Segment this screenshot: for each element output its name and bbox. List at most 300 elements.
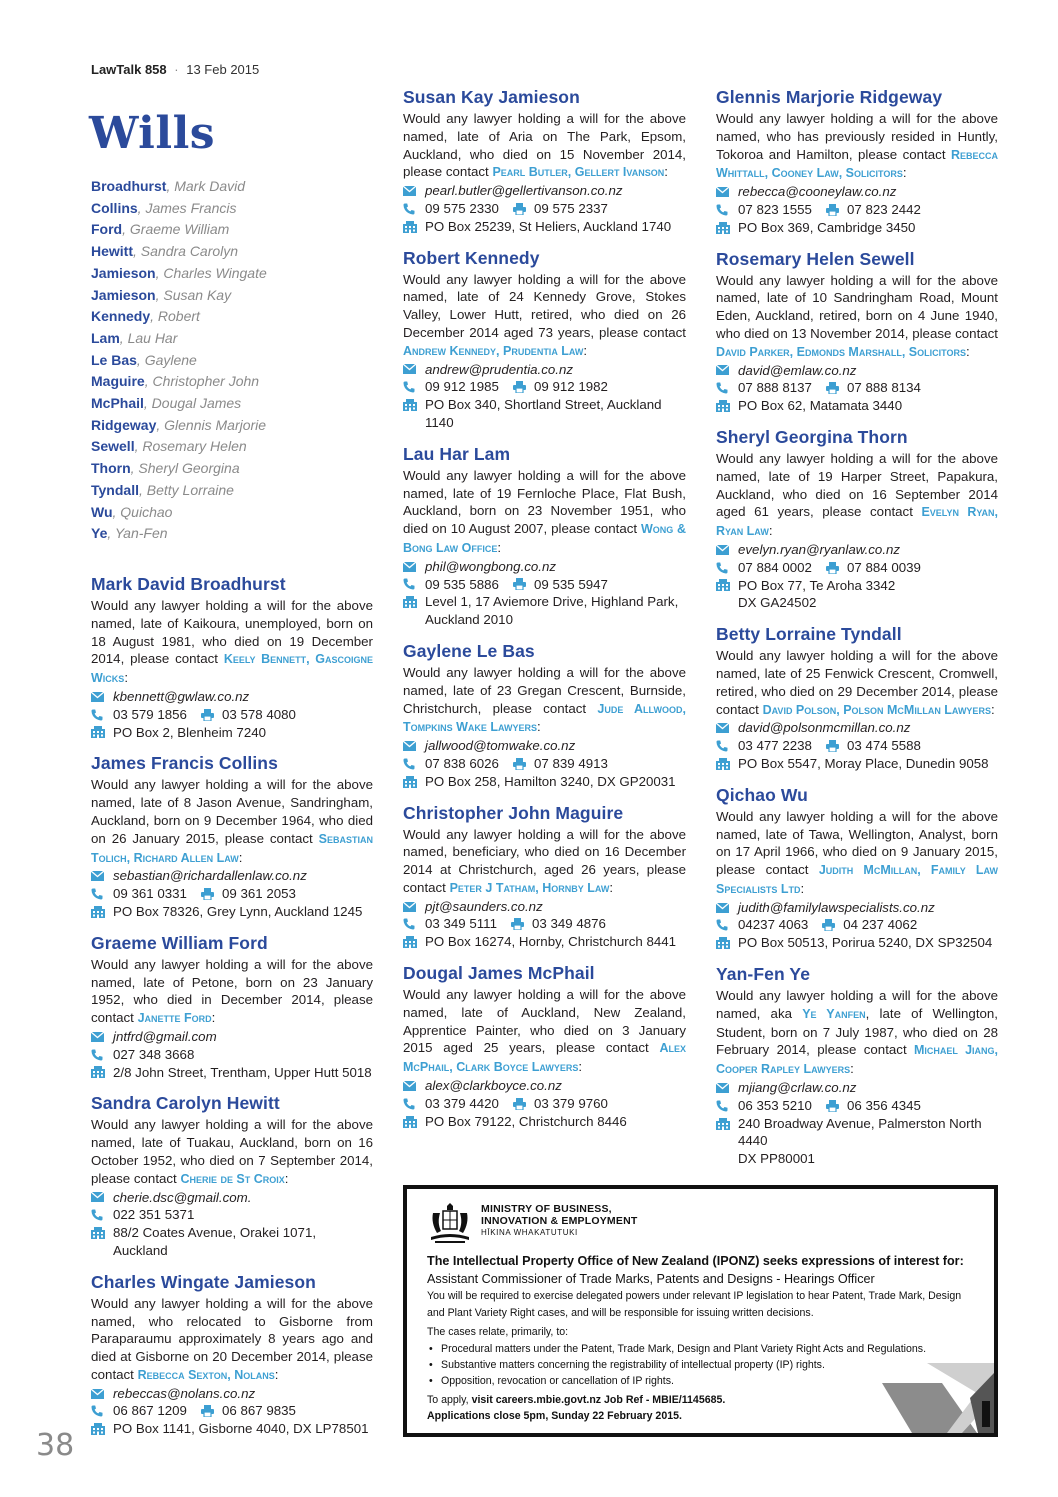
building-icon — [403, 218, 425, 236]
index-given-names: , Quichao — [112, 503, 173, 520]
address-line: 240 Broadway Avenue, Palmerston North 4440 — [738, 1115, 982, 1149]
notice-text: : — [990, 701, 995, 717]
notice-text: Would any lawyer holding a will for the above named, late of Tawa, Wellington, Analyst, born on 17 April 1966, who died on 9 January 2015, please contact — [716, 808, 998, 878]
will-notice — [403, 443, 686, 629]
email-icon — [716, 719, 738, 737]
email-row — [716, 183, 998, 201]
notice-text: Would any lawyer holding a will for the above named, late of Tuakau, Auckland, born on 16 October 1952, who died on 7 September 2014, please contact — [91, 1117, 373, 1186]
notice-name: Betty Lorraine Tyndall — [716, 624, 902, 645]
address-row — [403, 933, 686, 951]
address-row — [716, 1115, 998, 1168]
will-notice — [91, 932, 373, 1082]
index-given-names: , Susan Kay — [155, 286, 232, 303]
notice-name: Qichao Wu — [716, 784, 808, 805]
fax-number: 03 349 4876 — [531, 916, 606, 932]
corner-graphic — [882, 1363, 994, 1433]
address-lines — [425, 1113, 627, 1131]
building-icon — [716, 1115, 738, 1133]
phone-number: 07 884 0002 — [738, 559, 812, 575]
phone-number: 03 379 4420 — [425, 1095, 499, 1111]
address-lines — [113, 1064, 372, 1082]
notice-body — [91, 1116, 373, 1188]
email-row — [716, 719, 998, 737]
fax-group — [513, 755, 608, 773]
mbie-advertisement — [403, 1185, 998, 1437]
ministry-name — [481, 1203, 637, 1239]
index-surname: McPhail — [91, 395, 144, 412]
notice-text: , late of Wellington, Student, born on 7 July 1987, who died on 28 February 2014, please contact — [716, 1005, 998, 1058]
email-icon — [403, 1077, 425, 1095]
notice-text: : — [768, 523, 773, 539]
contact-name: David Parker, Edmonds Marshall, Solicitors — [716, 344, 966, 359]
index-entry[interactable] — [91, 415, 381, 437]
address-row — [91, 1420, 373, 1438]
fax-icon — [826, 562, 847, 574]
phone-icon — [91, 706, 113, 724]
phone-number: 07 838 6026 — [425, 755, 499, 771]
apply-link[interactable]: visit careers.mbie.govt.nz Job Ref - MBIE/1145685. — [471, 1393, 726, 1406]
notice-body — [91, 1295, 373, 1385]
fax-icon — [201, 709, 222, 721]
address-line: PO Box 78326, Grey Lynn, Auckland 1245 — [113, 903, 363, 919]
notice-text: : — [902, 165, 907, 181]
ad-role: Assistant Commissioner of Trade Marks, Patents and Designs - Hearings Officer — [427, 1272, 875, 1286]
notice-text: Would any lawyer holding a will for the above named, late of Petone, born on 23 January 1952, who died in December 2014, please contact — [91, 956, 373, 1026]
publication-name: LawTalk 858 — [91, 62, 167, 77]
fax-number: 09 912 1982 — [533, 379, 608, 395]
phone-row — [91, 1046, 373, 1064]
index-given-names: , Dougal James — [143, 395, 242, 412]
contact-name: Cherie de St Croix — [180, 1171, 285, 1186]
address-row — [91, 1224, 373, 1260]
notice-body — [403, 110, 686, 182]
column-3 — [716, 86, 998, 1179]
phone-icon — [91, 1046, 113, 1064]
fax-number: 03 379 9760 — [533, 1095, 608, 1111]
ad-intro: You will be required to exercise delegated powers under relevant IP legislation to hear Patent, Trade Mark, Design and Plant Variety Right cases, and will be responsible for issuing written decisions. — [427, 1290, 962, 1319]
phone-icon — [91, 1206, 113, 1224]
notice-name: Sandra Carolyn Hewitt — [91, 1093, 280, 1114]
notice-body — [91, 597, 373, 688]
email-link[interactable]: david@polsonmcmillan.co.nz — [738, 720, 911, 736]
email-row — [716, 1079, 998, 1097]
notice-text: Would any lawyer holding a will for the above named, late of 24 Kennedy Grove, Stokes Valley, Lower Hutt, retired, who died on 26 December 2014 aged 73 years, please contact — [403, 271, 686, 340]
email-row — [91, 867, 373, 885]
notice-body — [716, 110, 998, 183]
email-row — [403, 898, 686, 916]
email-icon — [403, 558, 425, 576]
index-entry[interactable] — [91, 306, 381, 328]
email-icon — [91, 688, 113, 706]
phone-number: 027 348 3668 — [113, 1046, 195, 1062]
phone-number: 04237 4063 — [738, 917, 809, 933]
index-surname: Jamieson — [91, 286, 156, 303]
fax-icon — [822, 919, 843, 931]
phone-icon — [91, 885, 113, 903]
index-surname: Ford — [91, 221, 123, 238]
notice-text: : — [284, 1170, 289, 1186]
fax-icon — [513, 1098, 534, 1110]
index-given-names: , Sheryl Georgina — [130, 460, 240, 477]
email-link[interactable]: kbennett@gwlaw.co.nz — [113, 688, 250, 704]
address-row — [716, 755, 998, 773]
phone-row — [716, 201, 998, 219]
contact-name: Evelyn Ryan, Ryan Law — [716, 505, 999, 539]
address-lines — [738, 755, 989, 773]
ministry-logo — [427, 1203, 974, 1243]
email-row — [403, 558, 686, 576]
email-link[interactable]: sebastian@richardallenlaw.co.nz — [113, 868, 307, 884]
email-icon — [91, 1385, 113, 1403]
ad-bullet: • Substantive matters concerning the registrability of intellectual property (IP) rights. — [427, 1357, 974, 1373]
index-entry[interactable] — [91, 502, 381, 524]
index-given-names: , Graeme William — [122, 221, 230, 238]
address-row — [403, 593, 686, 629]
will-notice — [91, 752, 373, 920]
email-row — [403, 361, 686, 379]
fax-group — [513, 378, 608, 396]
notice-text: : — [583, 342, 588, 358]
address-lines — [425, 593, 678, 629]
email-icon — [716, 183, 738, 201]
ministry-line-2: INNOVATION & EMPLOYMENT — [481, 1215, 638, 1227]
index-entry[interactable] — [91, 458, 381, 480]
index-entry[interactable] — [91, 219, 381, 241]
apply-prefix: To apply, — [427, 1393, 472, 1406]
notice-text: Would any lawyer holding a will for the above named, aka — [716, 988, 998, 1021]
phone-number: 07 823 1555 — [738, 201, 812, 217]
notice-text: Would any lawyer holding a will for the above named, late of Auckland, New Zealand, Apprentice Painter, who died on 3 January 2015 aged 25 years, please contact — [403, 987, 686, 1056]
address-row — [403, 773, 686, 791]
notice-name: Glennis Marjorie Ridgeway — [716, 87, 943, 107]
ad-bullet: • Procedural matters under the Patent, Trade Mark, Design and Plant Variety Right Acts and Regulations. — [427, 1341, 974, 1357]
notice-body — [716, 450, 998, 541]
contact-name: Jude Allwood, Tompkins Wake Lawyers — [403, 701, 686, 735]
notice-text: Would any lawyer holding a will for the above named, late of Aria on The Park, Epsom, Auckland, who died on 15 November 2014, please contact — [403, 111, 686, 180]
building-icon — [403, 593, 425, 611]
email-link[interactable]: rebeccas@nolans.co.nz — [113, 1385, 256, 1401]
phone-icon — [403, 915, 425, 933]
notice-text: Would any lawyer holding a will for the above named, late of 8 Jason Avenue, Sandringham, Auckland, born on 9 December 1964, who died on 26 January 2015, please contact — [91, 777, 373, 846]
fax-icon — [513, 203, 534, 215]
contact-name: Janette Ford — [137, 1011, 212, 1026]
index-entry[interactable] — [91, 371, 381, 393]
index-surname: Jamieson — [91, 264, 156, 281]
fax-number: 06 356 4345 — [846, 1097, 921, 1113]
phone-icon — [403, 576, 425, 594]
phone-row — [716, 737, 998, 755]
building-icon — [716, 755, 738, 773]
will-notice — [716, 248, 998, 415]
index-surname: Lam — [91, 329, 120, 346]
address-line: PO Box 5547, Moray Place, Dunedin 9058 — [738, 755, 989, 771]
will-notice — [403, 962, 686, 1130]
email-row — [716, 541, 998, 559]
phone-icon — [716, 916, 738, 934]
building-icon — [91, 1420, 113, 1438]
notice-text: : — [124, 670, 129, 686]
phone-row — [716, 559, 998, 577]
email-row — [403, 182, 686, 200]
notice-name: Graeme William Ford — [91, 932, 268, 953]
contact-name: Keely Bennett, Gascoigne Wicks — [91, 652, 373, 686]
index-given-names: , Charles Wingate — [155, 264, 267, 281]
fax-number: 03 474 5588 — [846, 738, 921, 754]
page-title: Wills — [89, 108, 216, 159]
notice-name: Susan Kay Jamieson — [403, 87, 580, 107]
address-row — [91, 1064, 373, 1082]
notice-text: Would any lawyer holding a will for the above named, late of 23 Gregan Crescent, Burnside, Christchurch, please contact — [403, 664, 686, 716]
notice-body — [403, 986, 686, 1077]
phone-number: 022 351 5371 — [113, 1207, 195, 1223]
phone-row — [91, 1402, 373, 1420]
email-row — [91, 1385, 373, 1403]
notice-body — [403, 664, 686, 737]
index-surname: Sewell — [91, 438, 135, 455]
index-entry[interactable] — [91, 328, 381, 350]
index-entry[interactable] — [91, 176, 381, 198]
building-icon — [403, 1113, 425, 1131]
email-link[interactable]: jntfrd@gmail.com — [113, 1028, 217, 1044]
fax-group — [826, 559, 921, 577]
contact-name: Pearl Butler, Gellert Ivanson — [492, 165, 665, 180]
address-line: 2/8 John Street, Trentham, Upper Hutt 5018 — [113, 1064, 372, 1080]
email-link[interactable]: andrew@prudentia.co.nz — [425, 361, 574, 377]
email-row — [716, 899, 998, 917]
notice-text: Would any lawyer holding a will for the above named, beneficiary, who died on 16 December 2014 at Christchurch, aged 26 years, please contact — [403, 826, 686, 895]
notice-name: Rosemary Helen Sewell — [716, 248, 915, 269]
email-link[interactable]: mjiang@crlaw.co.nz — [738, 1080, 857, 1096]
fax-group — [826, 201, 921, 219]
email-link[interactable]: david@emlaw.co.nz — [738, 362, 857, 378]
notice-body — [403, 826, 686, 898]
fax-icon — [513, 381, 534, 393]
address-row — [91, 724, 373, 742]
contact-name: Alex McPhail, Clark Boyce Lawyers — [403, 1041, 686, 1075]
email-link[interactable]: rebecca@cooneylaw.co.nz — [738, 184, 897, 200]
fax-group — [822, 916, 917, 934]
address-row — [403, 396, 686, 432]
email-link[interactable]: pearl.butler@gellertivanson.co.nz — [425, 183, 623, 199]
will-notice — [403, 86, 686, 236]
address-line: PO Box 258, Hamilton 3240, DX GP20031 — [425, 773, 676, 789]
will-notice — [716, 784, 998, 952]
building-icon — [91, 1064, 113, 1082]
notice-text: Would any lawyer holding a will for the above named, late of 19 Fernloche Place, Flat Bush, Auckland, born on 23 November 1951, who died on 10 August 2007, please contact — [403, 467, 686, 537]
address-lines — [425, 773, 676, 791]
address-lines — [738, 219, 915, 237]
fax-number: 09 535 5947 — [533, 576, 608, 592]
index-given-names: , Lau Har — [119, 329, 178, 346]
will-notice — [716, 623, 998, 773]
index-given-names: , Sandra Carolyn — [133, 243, 239, 260]
phone-row — [403, 200, 686, 218]
email-icon — [716, 362, 738, 380]
phone-number: 03 477 2238 — [738, 738, 812, 754]
notice-name: Robert Kennedy — [403, 247, 540, 268]
phone-row — [403, 755, 686, 773]
ad-bullet: • Opposition, revocation or cancellation of IP rights. — [427, 1373, 974, 1389]
contact-name: Rebecca Sexton, Nolans — [137, 1367, 275, 1382]
email-icon — [716, 899, 738, 917]
email-row — [403, 737, 686, 755]
email-row — [716, 362, 998, 380]
email-link[interactable]: evelyn.ryan@ryanlaw.co.nz — [738, 541, 901, 557]
will-notice — [403, 247, 686, 432]
index-surname: Maguire — [91, 373, 145, 390]
notice-name: Yan-Fen Ye — [716, 964, 811, 985]
phone-number: 09 575 2330 — [425, 200, 499, 216]
email-row — [91, 688, 373, 706]
phone-number: 09 535 5886 — [425, 576, 499, 592]
email-row — [91, 1028, 373, 1046]
email-link[interactable]: judith@familylawspecialists.co.nz — [738, 899, 935, 915]
phone-row — [716, 1097, 998, 1115]
contact-name: Wong & Bong Law Office — [403, 522, 686, 555]
address-lines — [425, 933, 676, 951]
email-link[interactable]: jallwood@tomwake.co.nz — [425, 738, 576, 754]
phone-icon — [403, 378, 425, 396]
phone-icon — [716, 201, 738, 219]
notice-text: Would any lawyer holding a will for the above named, late of Kaikoura, unemployed, born on 18 August 1981, who died on 19 December 2014, please contact — [91, 598, 373, 667]
notice-name: Sheryl Georgina Thorn — [716, 426, 908, 447]
address-row — [716, 577, 998, 613]
phone-number: 07 888 8137 — [738, 380, 812, 396]
notice-text: Would any lawyer holding a will for the above named, who relocated to Gisborne from Paraparaumu approximately 8 years ago and died at Gisborne on 20 December 2014, please contact — [91, 1295, 373, 1382]
address-row — [403, 1113, 686, 1131]
notice-text: Would any lawyer holding a will for the above named, late of 19 Harper Street, Papakura, Auckland, who died on 16 September 2014 aged 61 years, please contact — [716, 450, 998, 520]
phone-row — [716, 916, 998, 934]
contact-name: Peter J Tatham, Hornby Law — [449, 880, 610, 895]
building-icon — [403, 396, 425, 414]
fax-number: 07 839 4913 — [533, 755, 608, 771]
address-lines — [738, 1115, 998, 1168]
fax-number: 09 361 2053 — [221, 886, 296, 902]
name-index — [91, 176, 381, 545]
contact-name: David Polson, Polson McMillan Lawyers — [762, 702, 991, 717]
address-row — [716, 934, 998, 952]
index-given-names: , Rosemary Helen — [134, 438, 247, 455]
address-lines — [738, 934, 992, 952]
index-entry[interactable] — [91, 263, 381, 285]
index-entry[interactable] — [91, 198, 381, 220]
building-icon — [403, 773, 425, 791]
fax-group — [513, 200, 608, 218]
fax-icon — [826, 740, 847, 752]
fax-number: 07 884 0039 — [846, 559, 921, 575]
will-notice — [716, 86, 998, 237]
will-notice — [403, 802, 686, 952]
notice-name: Charles Wingate Jamieson — [91, 1271, 316, 1292]
notice-body — [716, 272, 998, 362]
address-line: PO Box 77, Te Aroha 3342 — [738, 577, 896, 593]
fax-number: 07 888 8134 — [846, 380, 921, 396]
email-link[interactable]: pjt@saunders.co.nz — [425, 898, 543, 914]
ad-lead: The Intellectual Property Office of New Zealand (IPONZ) seeks expressions of interest for: — [427, 1254, 964, 1268]
contact-name: Sebastian Tolich, Richard Allen Law — [91, 831, 373, 865]
fax-group — [511, 915, 606, 933]
index-surname: Tyndall — [91, 481, 139, 498]
column-1 — [91, 573, 373, 1449]
notice-text: : — [578, 1059, 583, 1075]
address-line: DX PP80001 — [738, 1151, 815, 1167]
email-link[interactable]: alex@clarkboyce.co.nz — [425, 1078, 562, 1094]
fax-icon — [513, 758, 534, 770]
index-surname: Ye — [91, 525, 108, 542]
index-given-names: , James Francis — [137, 199, 237, 216]
notice-text: : — [664, 164, 668, 180]
fax-group — [826, 379, 921, 397]
notice-name: Mark David Broadhurst — [91, 574, 286, 594]
phone-icon — [403, 200, 425, 218]
index-entry[interactable] — [91, 393, 381, 415]
fax-icon — [201, 1405, 222, 1417]
phone-row — [91, 1206, 373, 1224]
email-icon — [91, 1189, 113, 1207]
notice-body — [403, 271, 686, 361]
fax-number: 06 867 9835 — [221, 1403, 296, 1419]
index-given-names: , Yan-Fen — [107, 525, 168, 542]
notice-text: : — [965, 343, 970, 359]
header-separator: · — [174, 62, 179, 77]
email-icon — [91, 867, 113, 885]
address-lines — [113, 724, 266, 742]
fax-number: 07 823 2442 — [846, 201, 921, 217]
index-given-names: , Christopher John — [144, 373, 260, 390]
email-icon — [403, 361, 425, 379]
contact-name: Michael Jiang, Cooper Rapley Lawyers — [716, 1043, 998, 1077]
index-entry[interactable] — [91, 480, 381, 502]
ad-closing: Applications close 5pm, Sunday 22 February 2015. — [427, 1410, 682, 1422]
column-2 — [403, 86, 686, 1141]
phone-row — [91, 885, 373, 903]
index-surname: Collins — [91, 199, 138, 216]
email-link[interactable]: cherie.dsc@gmail.com. — [113, 1189, 252, 1205]
email-icon — [403, 898, 425, 916]
fax-group — [513, 1095, 608, 1113]
email-link[interactable]: phil@wongbong.co.nz — [425, 558, 557, 574]
index-surname: Kennedy — [91, 308, 151, 325]
email-icon — [403, 737, 425, 755]
index-surname: Ridgeway — [91, 416, 157, 433]
fax-icon — [826, 382, 847, 394]
contact-name: Andrew Kennedy, Prudentia Law — [403, 343, 584, 358]
index-entry[interactable] — [91, 241, 381, 263]
address-line: PO Box 1141, Gisborne 4040, DX LP78501 — [113, 1421, 369, 1437]
index-entry[interactable] — [91, 436, 381, 458]
index-surname: Broadhurst — [91, 178, 167, 194]
email-row — [403, 1077, 686, 1095]
notice-text: : — [609, 879, 614, 895]
notice-name: Lau Har Lam — [403, 443, 511, 464]
notice-text: Would any lawyer holding a will for the above named, who has previously resided in Huntly, Tokoroa and Hamilton, please contact — [716, 111, 998, 162]
address-line: PO Box 16274, Hornby, Christchurch 8441 — [425, 934, 677, 950]
index-entry[interactable] — [91, 350, 381, 372]
address-line: DX GA24502 — [738, 595, 817, 611]
phone-icon — [716, 737, 738, 755]
phone-number: 03 349 5111 — [425, 916, 497, 932]
building-icon — [91, 1224, 113, 1242]
index-entry[interactable] — [91, 285, 381, 307]
address-row — [716, 397, 998, 415]
index-entry[interactable] — [91, 523, 381, 545]
notice-body — [716, 987, 998, 1079]
address-lines — [425, 218, 671, 236]
address-lines — [738, 397, 902, 415]
address-lines — [113, 1420, 369, 1438]
phone-row — [716, 379, 998, 397]
address-line: PO Box 62, Matamata 3440 — [738, 398, 903, 414]
